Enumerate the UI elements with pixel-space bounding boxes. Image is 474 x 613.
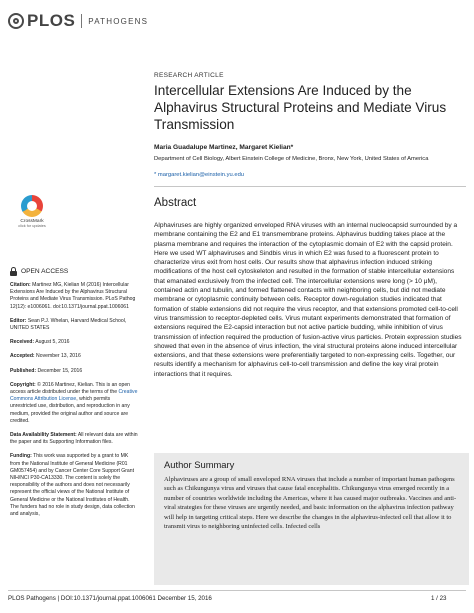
- logo-text: PLOS: [27, 11, 76, 30]
- funding-block: [10, 453, 138, 518]
- funding-text: This work was supported by a grant to MK from the National Institute of General Medicine (R01 GM057454) and by Cancer Center Core Support Grant NIH/NCI P30-CA13330. The content is solely the responsibility of the authors and does not necessarily represent the official views of the National Institute of General Medicine or the National Institutes of Health. The funders had no role in study design, data collection and analysis,: [10, 453, 135, 518]
- citation-text: Martinez MG, Kielian M (2016) Intercellular Extensions Are Induced by the Alphavirus Structural Proteins and Mediate Virus Transmission. PLoS Pathog 12(12): e1006061. doi:10.1371/journal.ppat.1006061: [10, 282, 136, 310]
- footer-citation: PLOS Pathogens | DOI:10.1371/journal.ppat.1006061 December 15, 2016: [8, 595, 212, 602]
- open-lock-icon: [10, 267, 17, 276]
- email-asterisk: *: [154, 172, 157, 178]
- copyright-text: © 2016 Martinez, Kielian. This is an open access article distributed under the terms of the: [10, 381, 131, 396]
- author-list: Maria Guadalupe Martinez, Margaret Kielian*: [154, 144, 294, 151]
- plos-logo-icon: [8, 13, 24, 29]
- article-info-sidebar: [10, 267, 138, 525]
- journal-logo[interactable]: [8, 10, 148, 32]
- received-block: [10, 339, 138, 346]
- editor-text: Sean P.J. Whelan, Harvard Medical School, UNITED STATES: [10, 317, 127, 332]
- crossmark-icon: [21, 195, 43, 217]
- data-availability-label: Data Availability Statement:: [10, 432, 77, 439]
- published-date: December 15, 2016: [36, 367, 83, 374]
- data-availability-text: All relevant data are within the paper and its Supporting Information files.: [10, 432, 138, 446]
- citation-label: Citation:: [10, 282, 31, 288]
- received-date: August 5, 2016: [34, 339, 70, 346]
- divider-line: [154, 186, 466, 187]
- abstract-text: Alphaviruses are highly organized enveloped RNA viruses with an internal nucleocapsid surrounded by a membrane containing the E2 and E1 transmembrane proteins. Alphavirus budding takes place at the plasma membrane and requires the interaction of the cytoplasmic domain of E2 with the capsid protein. Here we used WT alphaviruses and Sindbis virus in which E2 was fused to a fluorescent protein to characterize virus exit from host cells. Our results show that alphavirus infection induced striking modifications of the host cell cytoskeleton and resulted in the formation of stable intercellular extensions that emanated exclusively from the infected cell. The intercellular extensions were long (> 10 μM), contained actin and tubulin, and formed flattened contacts with neighboring cells, but did not mediate membrane or cytoplasmic continuity between cells. Receptor down-regulation studies indicated that formation of stable extensions did not require the virus receptor, and that extensions promoted cell-to-cell virus transmission to receptor-depleted cells. Virus mutant experiments demonstrated that formation of extensions required the E2-capsid interaction but not active particle budding, while inhibition of virus transmission of infection required the production of fusion-active virus particles. Protein expression studies showed that even in the absence of virus infection, the viral structural proteins alone induced intercellular extensions, and that these extensions were preferentially targeted to non-expressing cells. Together, our results identify a mechanism for alphavirus cell-to-cell transmission and define the key viral protein interactions that it requires.: [154, 222, 462, 378]
- accepted-label: Accepted:: [10, 353, 35, 360]
- published-block: [10, 368, 138, 375]
- article-type: RESEARCH ARTICLE: [154, 72, 224, 79]
- crossmark-label: CrossMark: [20, 219, 44, 224]
- corresponding-email: [154, 172, 244, 178]
- email-link[interactable]: margaret.kielian@einstein.yu.edu: [157, 172, 245, 178]
- published-label: Published:: [10, 367, 37, 374]
- copyright-text-end: , which permits unrestricted use, distribution, and reproduction in any medium, provided the original author and source are credited.: [10, 396, 130, 424]
- author-summary-text: Alphaviruses are a group of small enveloped RNA viruses that include a number of important human pathogens such as Chikungunya virus and viruses that cause fatal encephalitis. Chikungunya virus emerged recently in a number of countries worldwide including the Americas, where it has caused major outbreaks. Vaccines and anti-viral strategies for these viruses are urgently needed, and basic information on the alphavirus infection pathway will help in targeting critical steps. Here we describe the changes in the alphavirus-infected cell that allow it to transmit virus to neighboring uninfected cells. Infected cells: [164, 476, 457, 531]
- author-summary-heading: Author Summary: [164, 459, 235, 470]
- data-availability-block: [10, 432, 138, 446]
- copyright-block: [10, 382, 138, 425]
- crossmark-subtitle: click for updates: [18, 224, 46, 228]
- editor-block: [10, 318, 138, 332]
- page-number: 1 / 23: [431, 595, 447, 602]
- crossmark-button[interactable]: [12, 195, 52, 228]
- logo-divider: [81, 14, 82, 28]
- citation-block: [10, 282, 138, 311]
- article-title: Intercellular Extensions Are Induced by the Alphavirus Structural Proteins and Mediate Virus Transmission: [154, 83, 447, 132]
- journal-name: PATHOGENS: [88, 16, 149, 26]
- license-link[interactable]: Creative Commons Attribution License: [10, 389, 138, 403]
- open-access-label: OPEN ACCESS: [21, 267, 69, 275]
- accepted-date: November 13, 2016: [34, 353, 81, 360]
- abstract-heading: Abstract: [154, 197, 197, 209]
- accepted-block: [10, 353, 138, 360]
- footer-divider: [8, 590, 466, 591]
- open-access-badge: [10, 267, 138, 276]
- funding-label: Funding:: [10, 453, 32, 460]
- copyright-label: Copyright:: [10, 381, 36, 388]
- editor-label: Editor:: [10, 317, 27, 324]
- author-affiliation: Department of Cell Biology, Albert Einstein College of Medicine, Bronx, New York, United States of America: [154, 156, 429, 162]
- received-label: Received:: [10, 339, 35, 346]
